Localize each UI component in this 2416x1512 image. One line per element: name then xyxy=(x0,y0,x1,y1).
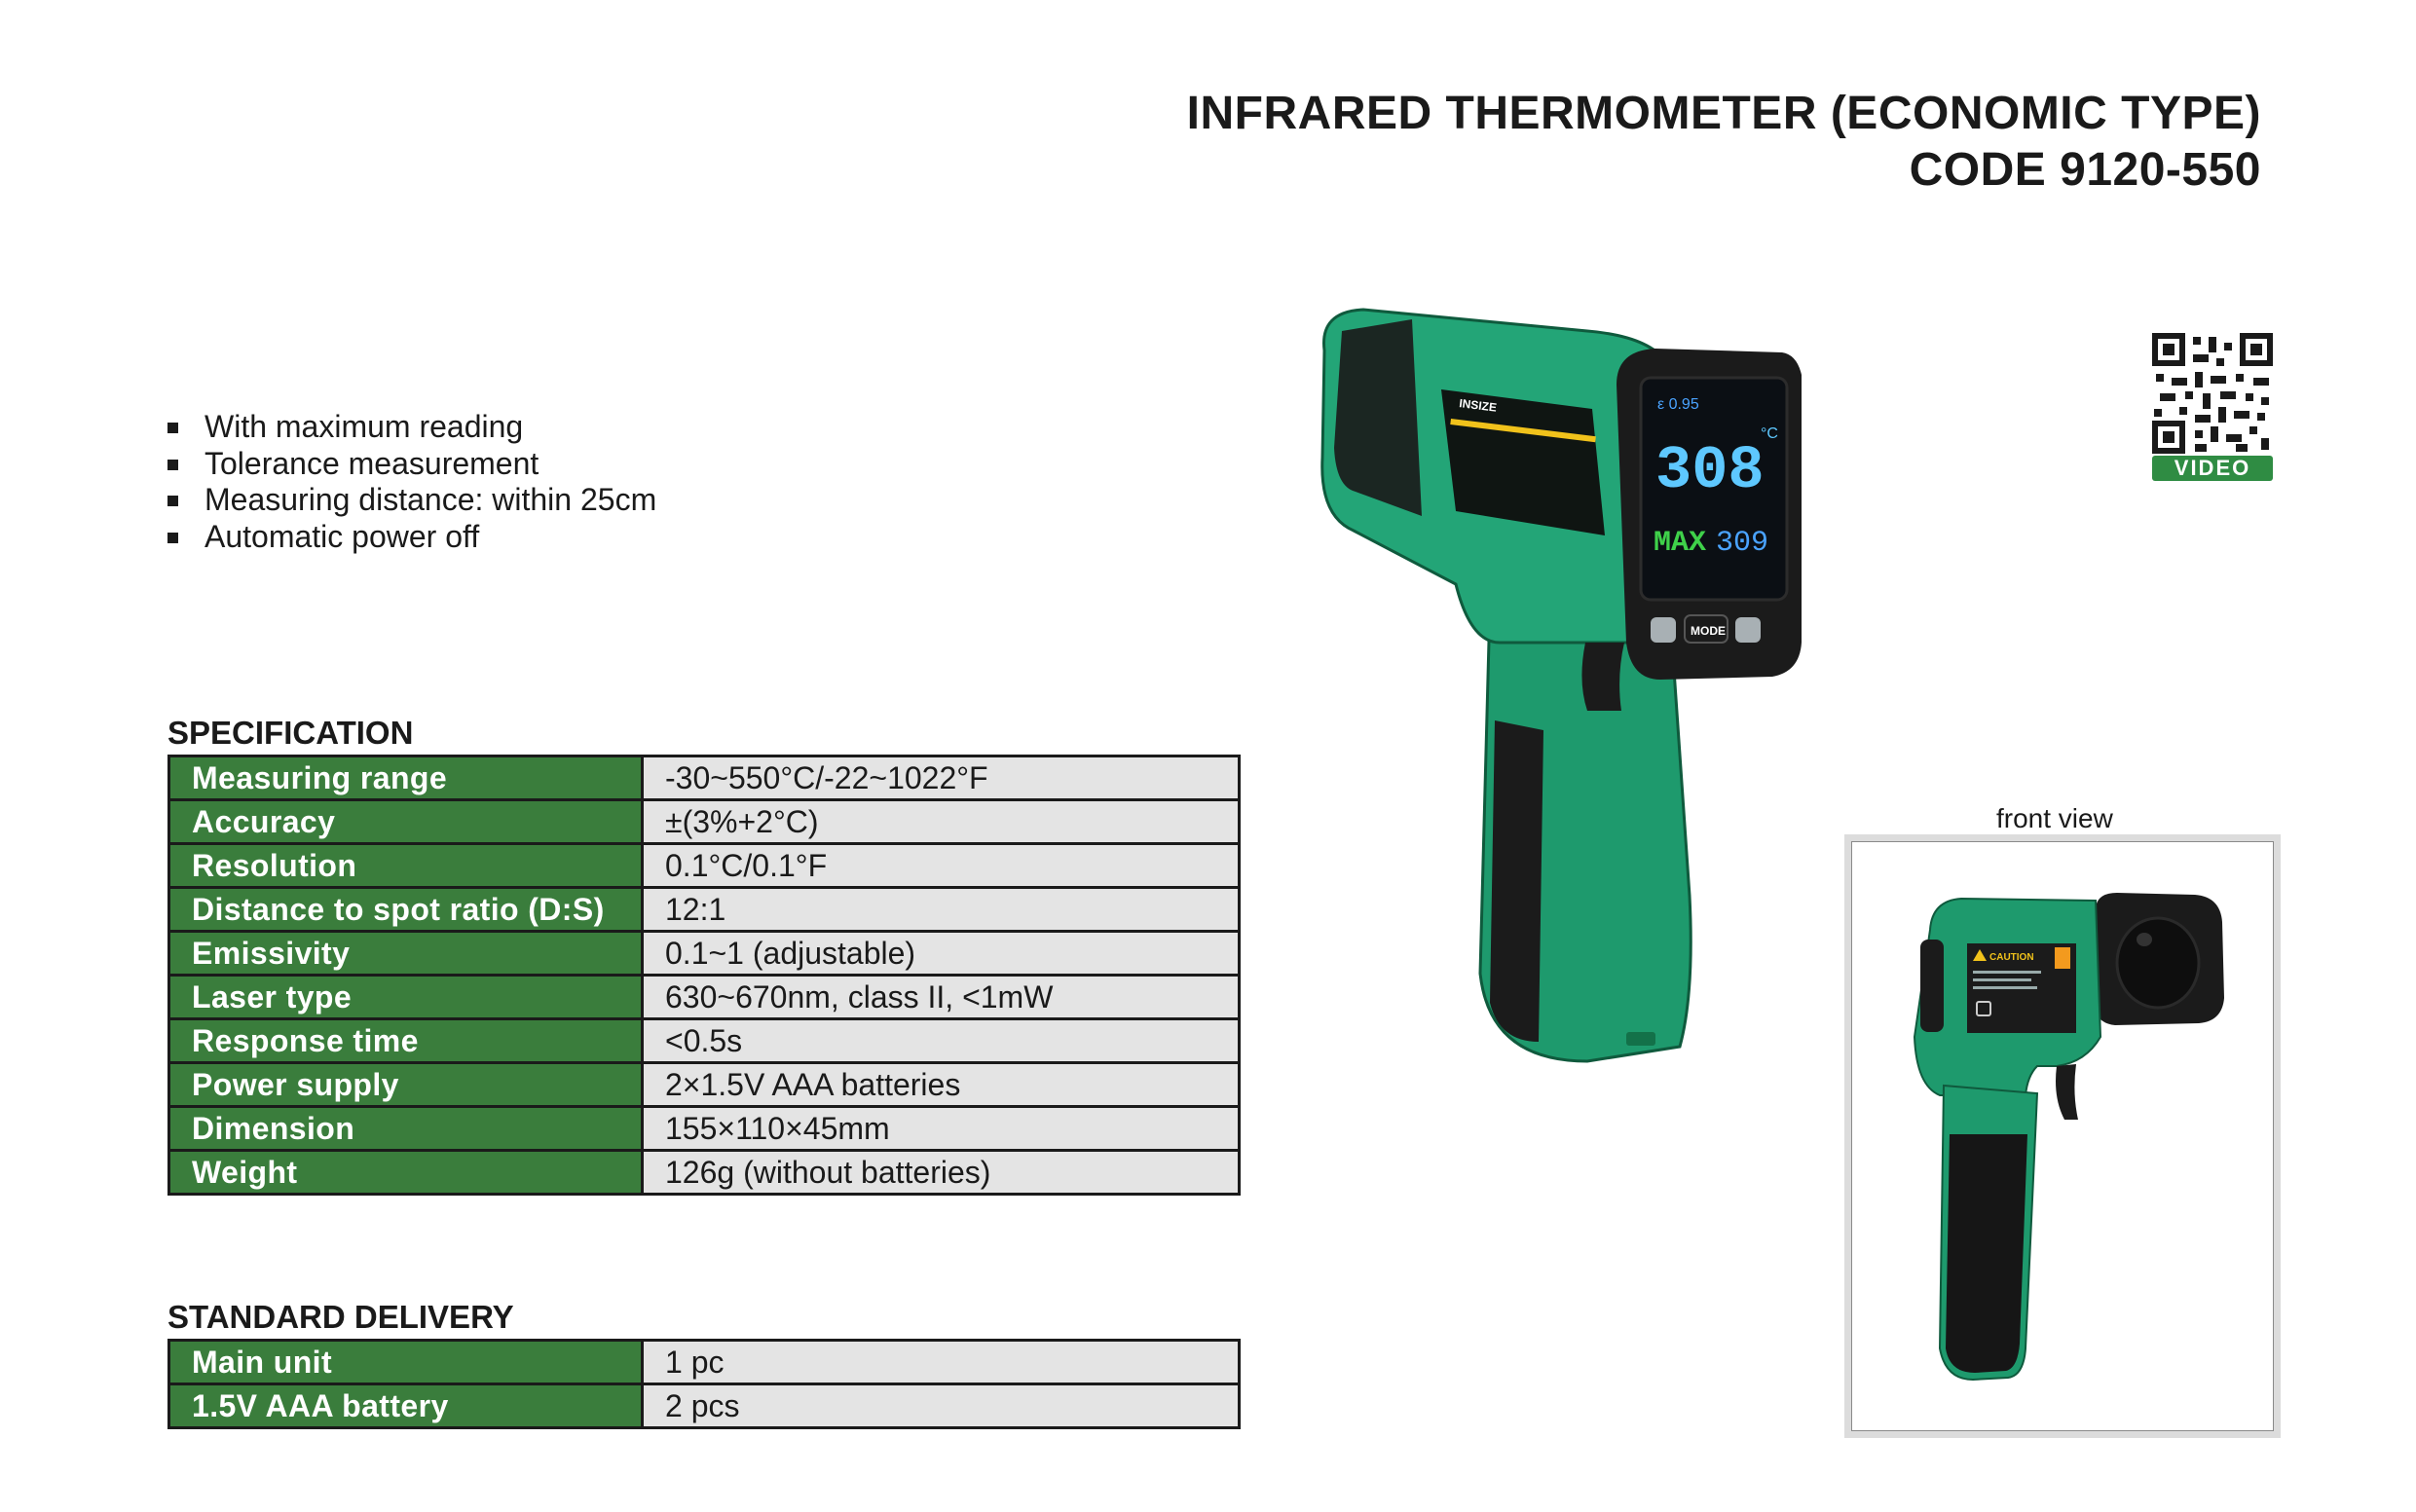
delivery-qty: 2 pcs xyxy=(643,1384,1240,1428)
table-row xyxy=(169,844,1240,888)
product-code: CODE 9120-550 xyxy=(1909,144,2261,196)
mode-button-label: MODE xyxy=(1691,624,1726,638)
spec-value: 0.1~1 (adjustable) xyxy=(643,932,1240,976)
table-row xyxy=(169,932,1240,976)
spec-key: Measuring range xyxy=(169,756,643,800)
spec-value: ±(3%+2°C) xyxy=(643,800,1240,844)
spec-value: 155×110×45mm xyxy=(643,1107,1240,1151)
max-label: MAX xyxy=(1654,527,1707,560)
delivery-table xyxy=(167,1339,1241,1429)
table-row xyxy=(169,1107,1240,1151)
spec-value: 2×1.5V AAA batteries xyxy=(643,1063,1240,1107)
bullet-icon xyxy=(167,533,178,543)
delivery-item: 1.5V AAA battery xyxy=(169,1384,643,1428)
video-qr-code[interactable] xyxy=(2152,333,2273,481)
temperature-readout: 308 xyxy=(1655,436,1765,505)
brand-logo: INSIZE xyxy=(1458,396,1498,415)
spec-key: Emissivity xyxy=(169,932,643,976)
spec-value: -30~550°C/-22~1022°F xyxy=(643,756,1240,800)
spec-key: Resolution xyxy=(169,844,643,888)
product-title: INFRARED THERMOMETER (ECONOMIC TYPE) xyxy=(1186,88,2261,139)
front-view-caption: front view xyxy=(1996,803,2113,833)
bullet-icon xyxy=(167,496,178,506)
bullet-icon xyxy=(167,423,178,433)
temperature-unit: °C xyxy=(1761,425,1778,442)
table-row xyxy=(169,800,1240,844)
spec-value: <0.5s xyxy=(643,1019,1240,1063)
spec-value: 0.1°C/0.1°F xyxy=(643,844,1240,888)
feature-list xyxy=(167,409,656,555)
caution-label: CAUTION xyxy=(1989,952,2034,963)
bullet-icon xyxy=(167,460,178,470)
spec-key: Accuracy xyxy=(169,800,643,844)
specification-heading: SPECIFICATION xyxy=(167,715,414,751)
table-row xyxy=(169,1384,1240,1428)
delivery-item: Main unit xyxy=(169,1341,643,1384)
specification-table xyxy=(167,755,1241,1196)
spec-key: Power supply xyxy=(169,1063,643,1107)
title-block xyxy=(1187,86,2261,199)
feature-text: With maximum reading xyxy=(204,409,524,444)
table-row xyxy=(169,1019,1240,1063)
delivery-qty: 1 pc xyxy=(643,1341,1240,1384)
feature-item xyxy=(167,519,656,556)
qr-video-label: VIDEO xyxy=(2174,456,2251,480)
spec-value: 126g (without batteries) xyxy=(643,1151,1240,1195)
spec-key: Distance to spot ratio (D:S) xyxy=(169,888,643,932)
spec-key: Dimension xyxy=(169,1107,643,1151)
spec-value: 12:1 xyxy=(643,888,1240,932)
feature-item xyxy=(167,482,656,519)
spec-value: 630~670nm, class II, <1mW xyxy=(643,976,1240,1019)
delivery-heading: STANDARD DELIVERY xyxy=(167,1299,514,1335)
thermometer-side-view-image xyxy=(1295,292,1802,1090)
table-row xyxy=(169,1151,1240,1195)
feature-item xyxy=(167,409,656,446)
spec-key: Response time xyxy=(169,1019,643,1063)
feature-item xyxy=(167,446,656,483)
feature-text: Measuring distance: within 25cm xyxy=(204,482,657,517)
table-row xyxy=(169,976,1240,1019)
table-row xyxy=(169,1063,1240,1107)
thermometer-front-view-image xyxy=(1852,842,2273,1430)
table-row xyxy=(169,1341,1240,1384)
spec-key: Weight xyxy=(169,1151,643,1195)
table-row xyxy=(169,756,1240,800)
feature-text: Tolerance measurement xyxy=(204,445,539,481)
max-readout: 309 xyxy=(1716,527,1769,560)
backlight-button-icon xyxy=(1735,617,1761,643)
table-row xyxy=(169,888,1240,932)
spec-key: Laser type xyxy=(169,976,643,1019)
emissivity-readout: ε 0.95 xyxy=(1657,396,1699,413)
feature-text: Automatic power off xyxy=(204,518,480,554)
laser-button-icon xyxy=(1651,617,1676,643)
front-view-frame xyxy=(1851,841,2274,1431)
